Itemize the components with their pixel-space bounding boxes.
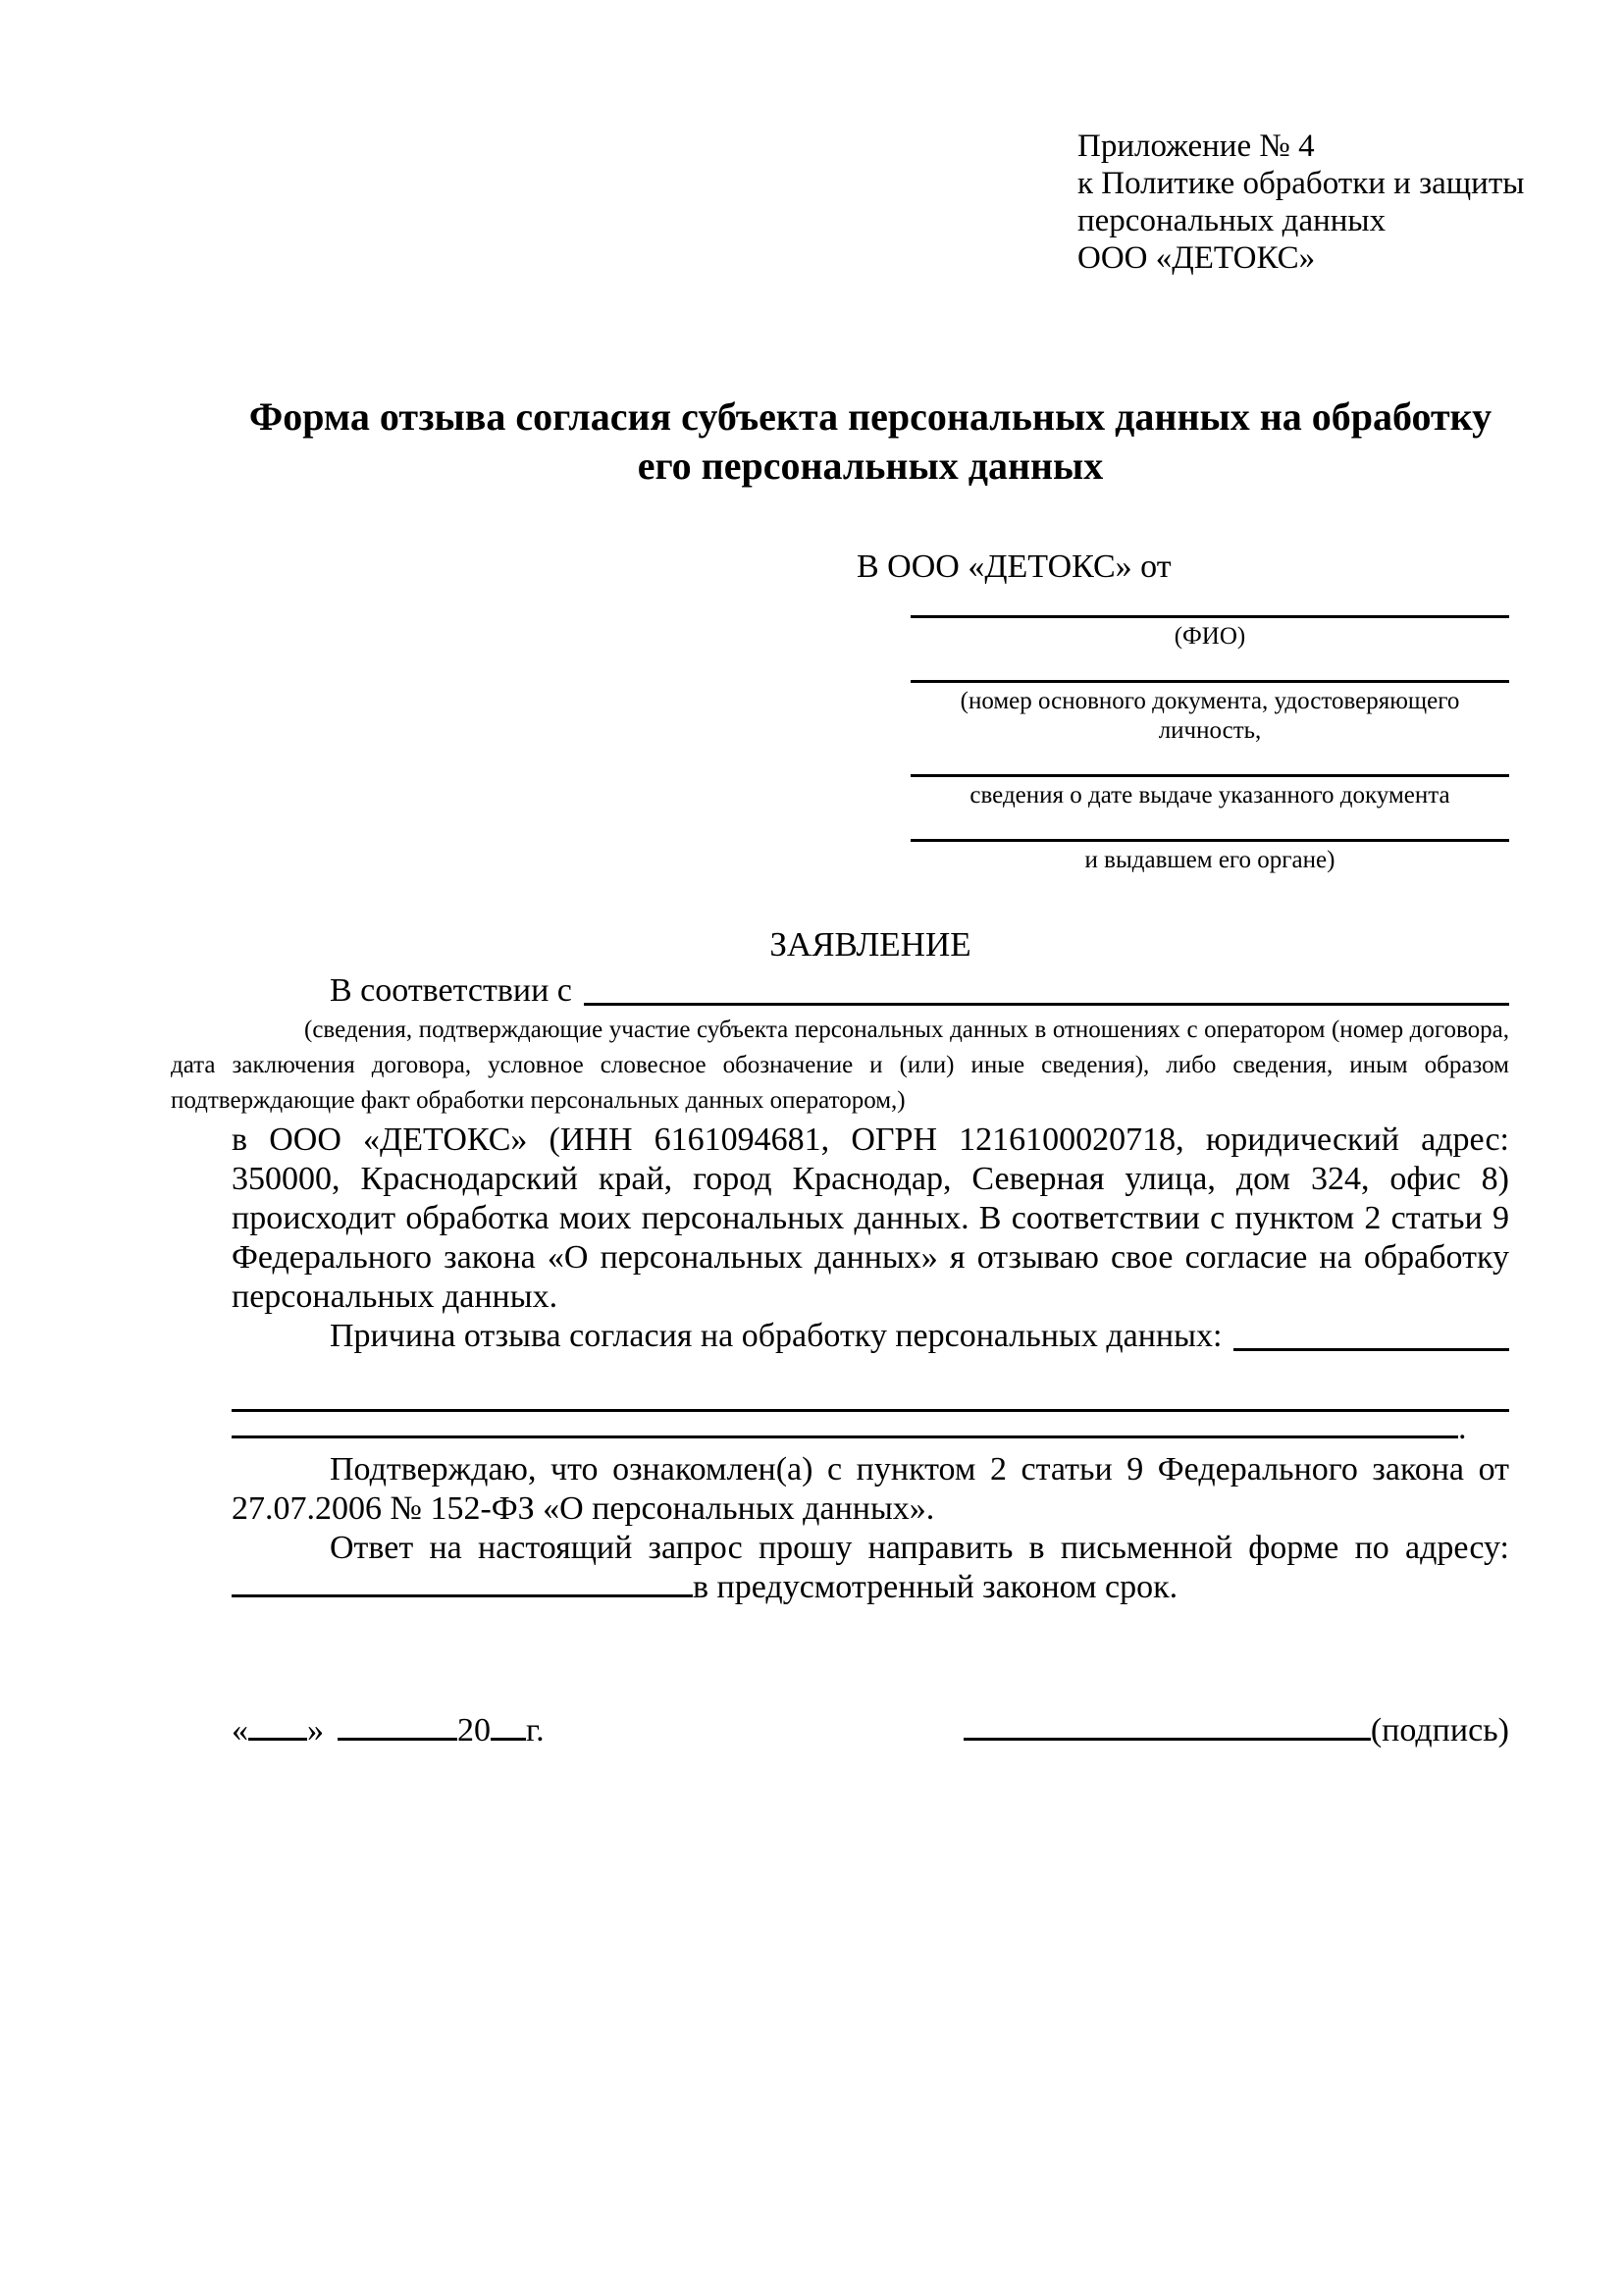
addressee-field-fio [911,615,1509,652]
document-title-line: Форма отзыва согласия субъекта персональных данных на обработку [248,394,1492,439]
addressee-field-issuing-authority [911,839,1509,875]
statement-heading: ЗАЯВЛЕНИЕ [769,925,971,964]
addressee-block [857,548,1509,875]
footer-row [232,1711,1509,1750]
year-prefix: 20 [457,1712,491,1748]
intro-line [232,971,1509,1011]
fill-in-line-year [491,1734,526,1741]
sentence-period: . [1458,1410,1467,1446]
appendix-header-line: ООО «ДЕТОКС» [1077,240,1316,276]
confirmation-paragraph: Подтверждаю, что ознакомлен(а) с пунктом 2 статьи 9 Федерального закона от 27.07.2006 № 152-ФЗ «О персональных данных». [232,1451,1509,1527]
addressee-field-document-number [911,680,1509,746]
appendix-header-line: к Политике обработки и защиты [1077,166,1525,201]
fill-in-line [1233,1348,1509,1351]
fill-in-line [584,1003,1509,1006]
open-quote: « [232,1712,248,1748]
fill-in-line [232,1432,1458,1438]
appendix-header-line: персональных данных [1077,203,1387,238]
signature-caption: (подпись) [1370,1712,1509,1748]
fill-in-line-day [248,1734,307,1741]
statement-body-paragraph: в ООО «ДЕТОКС» (ИНН 6161094681, ОГРН 1216100020718, юридический адрес: 350000, Краснодарский край, город Краснодар, Северная улица, дом 324, офис 8) происходит обработка моих персональных данных. В соответствии с пунктом 2 статьи 9 Федерального закона «О персональных данных» я отзываю свое согласие на обработку персональных данных. [232,1122,1509,1315]
reason-line [232,1317,1509,1356]
field-caption: (ФИО) [1174,623,1246,650]
fill-in-line [232,1356,1509,1412]
reply-address-line [232,1568,1509,1607]
date-field [232,1711,545,1750]
appendix-header-line: Приложение № 4 [1077,129,1315,164]
intro-footnote: (сведения, подтверждающие участие субъекта персональных данных в отношениях с оператором (номер договора, дата заключения договора, условное словесное обозначение и (или) иные сведения), либо сведения, иным образом подтверждающие факт обработки персональных данных оператором,) [171,1017,1509,1114]
reply-suffix: в предусмотренный законом срок. [693,1569,1178,1605]
field-caption: и выдавшем его органе) [1084,847,1335,873]
fill-in-line-with-period [232,1412,1509,1445]
year-suffix: г. [526,1712,545,1748]
signature-field [964,1711,1509,1750]
fill-in-line [232,1591,693,1597]
fill-in-line-month [338,1734,457,1741]
addressee-to-line: В ООО «ДЕТОКС» от [857,548,1172,585]
document-title [232,392,1509,491]
reason-label: Причина отзыва согласия на обработку персональных данных: [330,1318,1223,1354]
field-caption: (номер основного документа, удостоверяющего личность, [960,688,1460,744]
close-quote: » [307,1712,324,1748]
fill-in-line-signature [964,1734,1371,1741]
intro-prefix: В соответствии с [330,972,572,1009]
page-content [171,0,1525,1750]
addressee-field-issue-date [911,774,1509,810]
appendix-header [1077,0,1525,277]
document-title-line: его персональных данных [637,444,1104,488]
field-caption: сведения о дате выдаче указанного документа [969,782,1450,809]
reply-request-line: Ответ на настоящий запрос прошу направить в письменной форме по адресу: [330,1530,1509,1566]
